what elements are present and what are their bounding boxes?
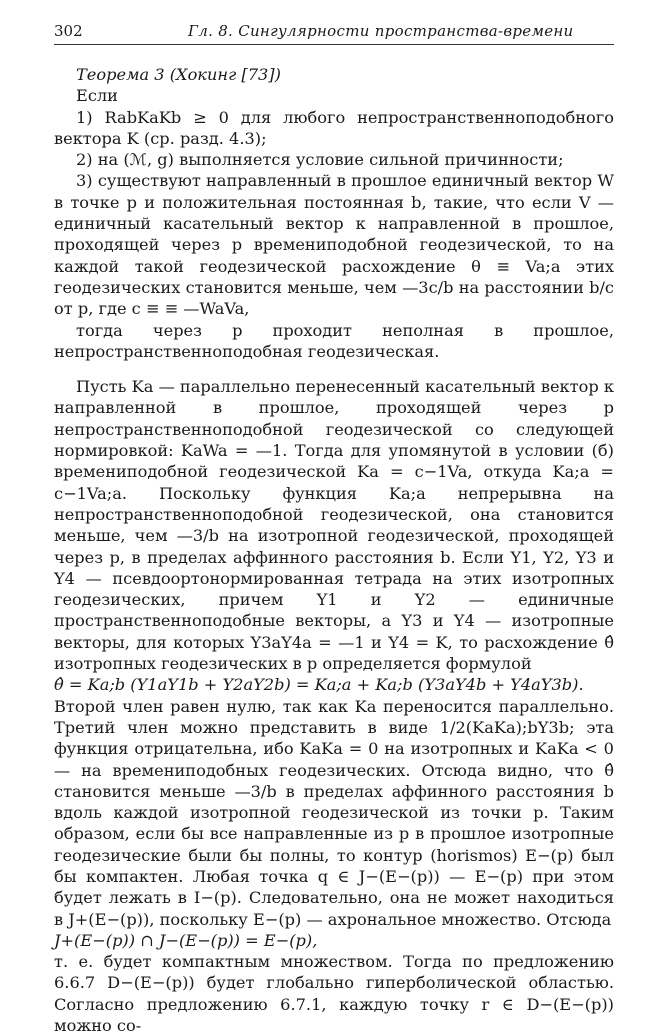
theorem-condition-1: 1) RabKaKb ≥ 0 для любого непространственноподобного вектора K (ср. разд. 4.3); [54, 107, 614, 148]
theorem-title: Теорема 3 (Хокинг [73]) [76, 65, 281, 84]
page-header [54, 20, 614, 45]
spacer [54, 362, 614, 376]
proof-paragraph-3: т. е. будет компактным множеством. Тогда по предложению 6.6.7 D−(E−(p)) будет глобально гиперболической областью. Согласно предложению 6.7.1, каждую точку r ∈ D−(E−(p)) можно со- [54, 952, 614, 1036]
theorem-if: Если [76, 86, 118, 106]
horismos-formula: J+(E−(p)) ∩ J−(E−(p)) = E−(p), [54, 930, 318, 950]
proof-paragraph-1: Пусть Ka — параллельно перенесенный касательный вектор к направленной в прошлое, проходящей через p непространственноподобной геодезической со следующей нормировкой: KaWa = —1. Тогда для упомянутой в условии (б) времениподобной геодезической Ka = c−1Va, откуда Ka;a = c−1Va;a. Поскольку функция Ka;a непрерывна на непространственноподобной геодезической, она становится меньше, чем —3/b на изотропной геодезической, проходящей через p, в пределах аффинного расстояния b. Если Y1, Y2, Y3 и Y4 — псевдоортонормированная тетрада на этих изотропных геодезических, причем Y1 и Y2 — единичные пространственноподобные векторы, а Y3 и Y4 — изотропные векторы, для которых Y3aY4a = —1 и Y4 = K, то расхождение θ̂ изотропных геодезических в p определяется формулой [54, 377, 614, 674]
page-number: 302 [54, 22, 83, 40]
proof-paragraph-2: Второй член равен нулю, так как Ka переносится параллельно. Третий член можно представить в виде 1/2(KaKa);bY3b; эта функция отрицательна, ибо KaKa = 0 на изотропных и KaKa < 0 — на времениподобных геодезических. Отсюда видно, что θ̂ становится меньше —3/b в пределах аффинного расстояния b вдоль каждой изотропной геодезической из точки p. Таким образом, если бы все направленные из p в прошлое изотропные геодезические были бы полны, то контур (horismos) E−(p) был бы компактен. Любая точка q ∈ J−(E−(p)) — E−(p) при этом будет лежать в I−(p). Следовательно, она не может находиться в J+(E−(p)), поскольку E−(p) — ахрональное множество. Отсюда [54, 696, 614, 929]
theorem-condition-2: 2) на (ℳ, g) выполняется условие сильной причинности; [76, 150, 564, 170]
page-body [54, 64, 614, 1036]
theorem-condition-3: 3) существуют направленный в прошлое единичный вектор W в точке p и положительная постоянная b, такие, что если V — единичный касательный вектор к направленной в прошлое, проходящей через p времениподобной геодезической, то на каждой такой геодезической расхождение θ ≡ Va;a этих геодезических становится меньше, чем —3c/b на расстоянии b/c от p, где c ≡ ≡ —WaVa, [54, 171, 614, 319]
theorem-conclusion: тогда через p проходит неполная в прошлое, непространственноподобная геодезическая. [54, 320, 614, 361]
divergence-formula: θ̂ = Ka;b (Y1aY1b + Y2aY2b) = Ka;a + Ka;b (Y3aY4b + Y4aY3b). [54, 675, 584, 695]
running-title: Гл. 8. Сингулярности пространства-времени [188, 22, 574, 40]
